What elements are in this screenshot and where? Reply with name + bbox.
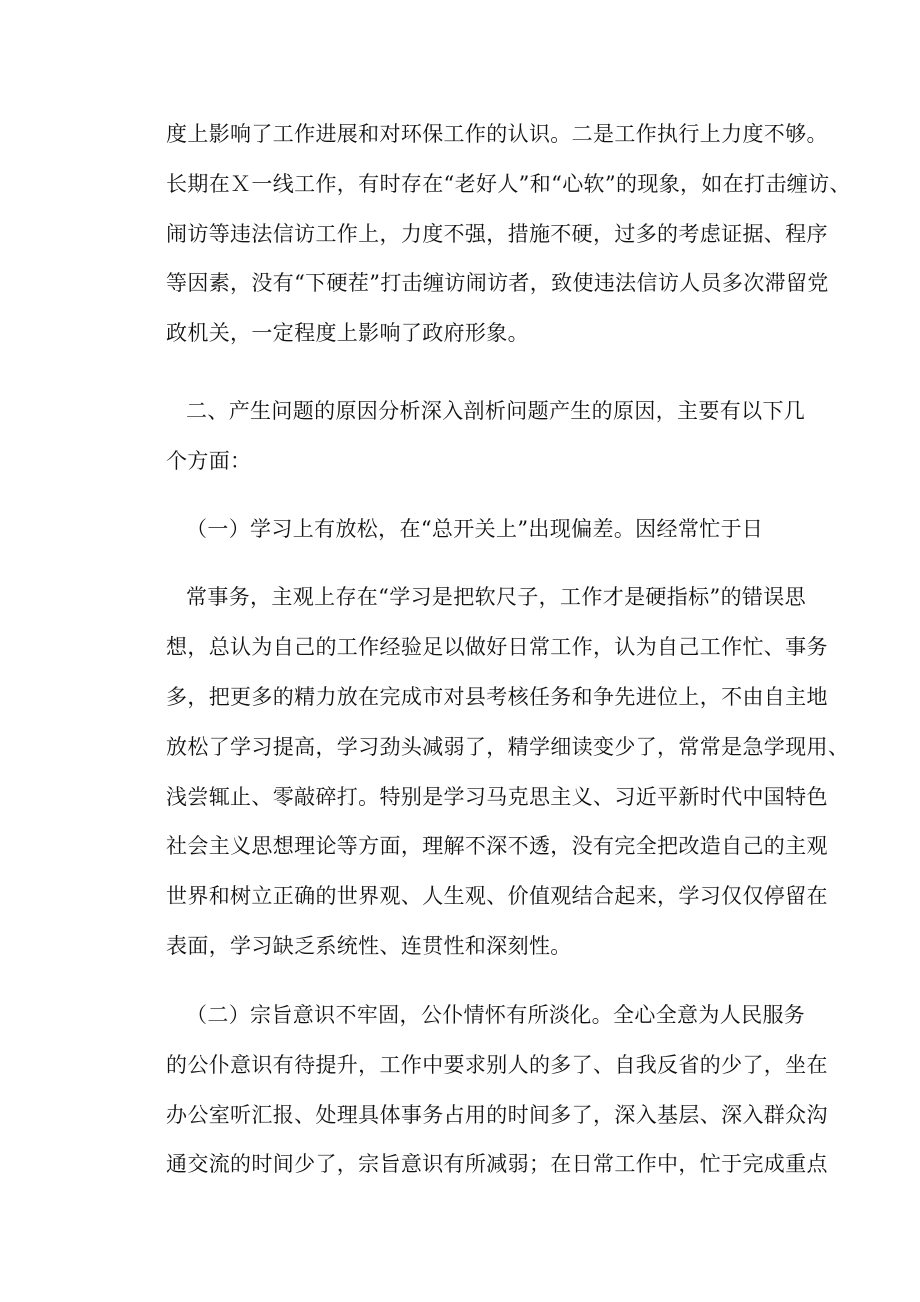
paragraph-4-line-4: 放松了学习提高，学习劲头减弱了，精学细读变少了，常常是急学现用、 — [166, 735, 850, 759]
paragraph-5-line-1: （二）宗旨意识不牢固，公仆情怀有所淡化。全心全意为人民服务 — [186, 1003, 806, 1027]
section-heading-line-1: 二、产生问题的原因分析深入剖析问题产生的原因，主要有以下几 — [186, 399, 806, 423]
paragraph-5-line-3: 办公室听汇报、处理具体事务占用的时间多了，深入基层、深入群众沟 — [166, 1103, 828, 1127]
subheading-one: （一）学习上有放松，在“总开关上”出现偏差。因经常忙于日 — [186, 517, 764, 541]
paragraph-1-line-1: 度上影响了工作进展和对环保工作的认识。二是工作执行上力度不够。 — [166, 122, 828, 146]
paragraph-4-line-1: 常事务，主观上存在“学习是把软尺子，工作才是硬指标”的错误思 — [186, 585, 806, 609]
paragraph-4-line-6: 社会主义思想理论等方面，理解不深不透，没有完全把改造自己的主观 — [166, 834, 828, 858]
paragraph-4-line-5: 浅尝辄止、零敲碎打。特别是学习马克思主义、习近平新时代中国特色 — [166, 785, 828, 809]
section-heading-line-2: 个方面： — [166, 449, 252, 473]
paragraph-4-line-3: 多，把更多的精力放在完成市对县考核任务和争先进位上，不由自主地 — [166, 685, 828, 709]
paragraph-5-line-4: 通交流的时间少了，宗旨意识有所减弱；在日常工作中，忙于完成重点 — [166, 1152, 828, 1176]
paragraph-1-line-4: 等因素，没有“下硬茬”打击缠访闹访者，致使违法信访人员多次滞留党 — [166, 271, 829, 295]
paragraph-1-line-2: 长期在Ｘ一线工作，有时存在“老好人”和“心软”的现象，如在打击缠访、 — [166, 172, 851, 196]
paragraph-1-line-3: 闹访等违法信访工作上，力度不强，措施不硬，过多的考虑证据、程序 — [166, 222, 828, 246]
paragraph-1-line-5: 政机关，一定程度上影响了政府形象。 — [166, 321, 529, 345]
paragraph-4-line-7: 世界和树立正确的世界观、人生观、价值观结合起来，学习仅仅停留在 — [166, 884, 828, 908]
paragraph-4-line-8: 表面，学习缺乏系统性、连贯性和深刻性。 — [166, 934, 572, 958]
paragraph-4-line-2: 想，总认为自己的工作经验足以做好日常工作，认为自己工作忙、事务 — [166, 635, 828, 659]
paragraph-5-line-2: 的公仆意识有待提升，工作中要求别人的多了、自我反省的少了，坐在 — [166, 1053, 828, 1077]
